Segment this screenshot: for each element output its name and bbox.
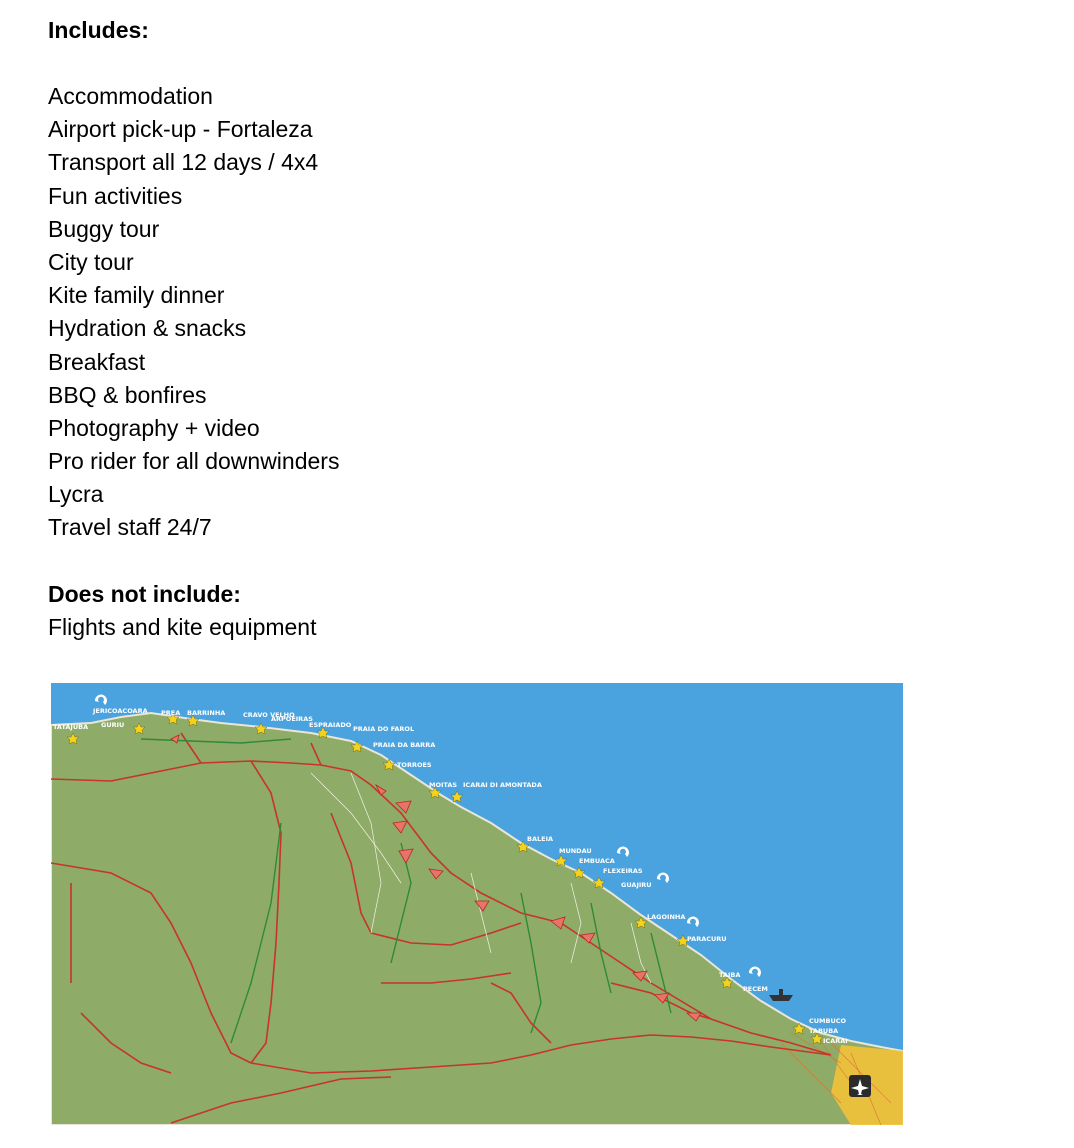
label-torroes: TORROES [397,761,432,769]
airport-icon [849,1075,871,1097]
label-jericoacoara: JERICOACOARA [93,707,148,715]
label-praia-do-farol: PRAIA DO FAROL [353,725,415,733]
list-item: Transport all 12 days / 4x4 [48,149,319,176]
list-item: Buggy tour [48,215,160,242]
label-pecem: PECEM [743,985,768,993]
label-taiba: TAIBA [719,971,741,979]
list-item: Airport pick-up - Fortaleza [48,116,313,143]
list-item: Fun activities [48,182,183,209]
label-tabuba: TABUBA [809,1027,839,1035]
label-flexeiras: FLEXEIRAS [603,867,643,875]
excludes-list [48,611,1028,644]
label-guajiru: GUAJIRU [621,881,652,889]
excludes-heading: Does not include: [48,580,241,607]
list-item: BBQ & bonfires [48,381,207,408]
spacer [48,545,1028,578]
label-paracuru: PARACURU [687,935,727,943]
list-item: Breakfast [48,348,146,375]
list-item: Kite family dinner [48,282,225,309]
list-item: Pro rider for all downwinders [48,448,340,475]
label-tatajuba: TATAJUBA [53,723,89,731]
list-item: Travel staff 24/7 [48,514,212,541]
label-embuaca: EMBUACA [579,857,615,865]
list-item: Accommodation [48,83,213,109]
spacer [48,47,1028,80]
label-icarai-di-amontada: ICARAI DI AMONTADA [463,781,542,789]
label-prea: PREA [161,709,181,717]
route-map [51,683,903,1125]
route-map-image [51,683,903,1125]
label-lagoinha: LAGOINHA [647,913,686,921]
label-moitas: MOITAS [429,781,458,789]
list-item: Flights and kite equipment [48,613,317,640]
label-espraiado: ESPRAIADO [309,721,352,729]
label-mundau: MUNDAU [559,847,592,855]
label-arpoeiras: ARPOEIRAS [271,715,313,723]
label-guriu: GURIU [101,721,125,729]
label-barrinha: BARRINHA [187,709,226,717]
list-item: City tour [48,248,134,275]
includes-heading: Includes: [48,17,149,43]
includes-list [48,80,1028,545]
label-cumbuco: CUMBUCO [809,1017,847,1025]
list-item: Hydration & snacks [48,315,247,342]
list-item: Photography + video [48,414,260,441]
document-body [48,14,1028,644]
label-icarai: ICARAI [823,1037,848,1045]
list-item: Lycra [48,481,104,508]
label-cravo-velho: CRAVO VELHO [243,711,295,719]
label-praia-da-barra: PRAIA DA BARRA [373,741,436,749]
label-baleia: BALEIA [527,835,554,843]
